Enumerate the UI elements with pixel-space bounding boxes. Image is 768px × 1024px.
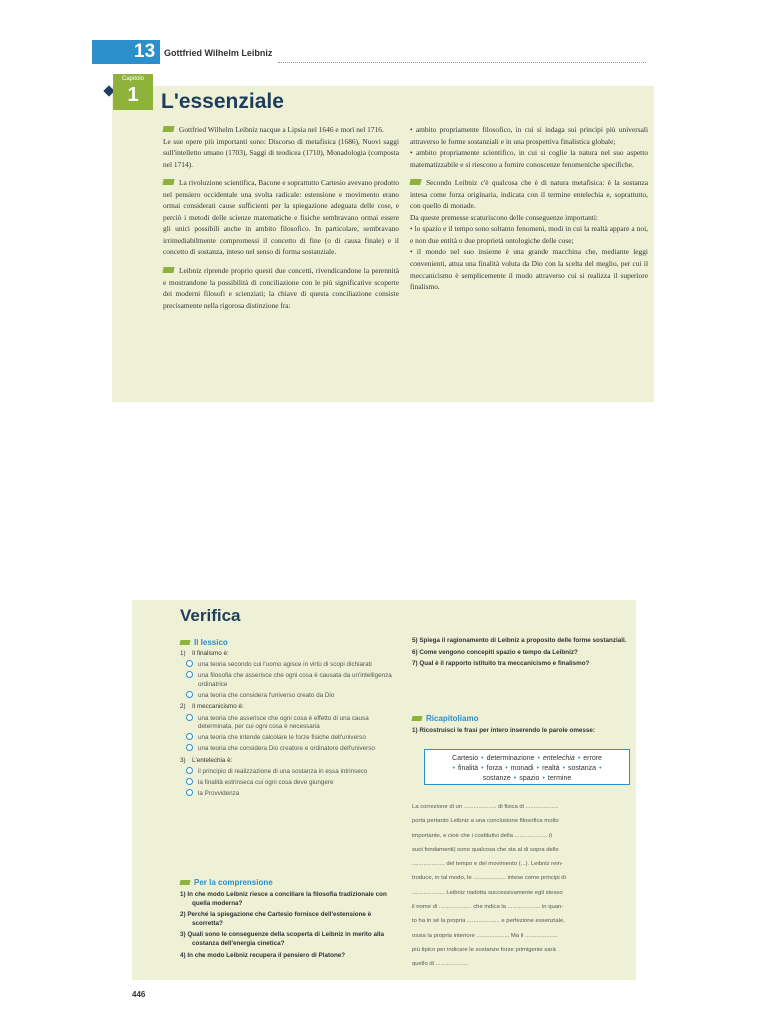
paragraph: Le sue opere più importanti sono: Discorso di metafisica (1686), Nuovi saggi sull'intelletto umano (1703), Saggi di teodicea (1710), Monadologia (composta nel 1714). [163,136,399,169]
question: 2) Il meccanicismo è: [180,703,244,711]
paragraph: Secondo Leibniz c'è qualcosa che è di natura metafisica: è la sostanza intesa come forza originaria, indicata con il termine entelechia e, soprattutto, con quello di monade. [410,178,648,211]
green-marker-icon [162,179,174,185]
question: 7) Qual è il rapporto istituito tra meccanicismo e finalismo? [412,660,590,668]
question: 1) In che modo Leibniz riesce a conciliare la filosofia tradizionale con quella moderna? [180,891,387,907]
radio-circle-icon[interactable] [186,671,193,678]
green-marker-icon [162,126,174,132]
section-heading-ricapitoliamo: Ricapitoliamo [412,714,478,723]
header-rule [278,62,646,63]
essenziale-column-right [410,124,648,293]
bullet-item: • il mondo nel suo insieme è una grande macchina che, mediante leggi convenienti, attua una finalità voluta da Dio con la scelta del meglio, per cui il meccanicismo è semplicemente il modo attraverso cui si realizza il superiore finalismo. [410,247,648,292]
question: 5) Spiega il ragionamento di Leibniz a proposito delle forme sostanziali. [412,637,627,644]
answer-option[interactable]: la finalità estrinseca cui ogni cosa deve giungere [180,778,402,788]
radio-circle-icon[interactable] [186,767,193,774]
bullet-item: • lo spazio e il tempo sono soltanto fenomeni, modi in cui la realtà appare a noi, e non due entità o due proprietà ontologiche delle cose; [410,224,648,245]
essenziale-title: L'essenziale [161,90,284,113]
radio-circle-icon[interactable] [186,714,193,721]
essenziale-column-left [163,124,399,311]
green-marker-icon [162,267,174,273]
chapter-badge [113,74,153,110]
paragraph: Gottfried Wilhelm Leibniz nacque a Lipsia nel 1646 e morì nel 1716. [163,124,399,136]
question: 3) L'entelechia è: [180,756,233,764]
answer-option[interactable]: la Provvidenza [180,789,402,799]
radio-circle-icon[interactable] [186,789,193,796]
comprensione-questions [180,891,402,963]
question: 4) In che modo Leibniz recupera il pensiero di Platone? [180,951,346,959]
question: 3) Quali sono le conseguenze della scoperta di Leibniz in merito alla costanza dell'energia cinetica? [180,931,384,947]
section-heading-comprensione: Per la comprensione [180,878,273,887]
right-questions [412,637,630,672]
verifica-title: Verifica [180,606,241,625]
green-marker-icon [411,716,422,721]
answer-option[interactable]: una teoria che considera l'universo creato da Dio [180,691,402,701]
bullet-item: • ambito propriamente scientifico, in cui si coglie la natura nel suo aspetto matematizzabile e si riescono a fornire conoscenze fenomeniche specifiche. [410,148,648,169]
paragraph: La rivoluzione scientifica, Bacone e soprattutto Cartesio avevano prodotto nel pensiero occidentale una svolta radicale: estensione e movimento erano ormai considerati cause sufficienti per la spiegazione adeguata delle cose, e perciò i metodi delle scienze matematiche e fisiche sembravano ormai essere gli unici possibili anche in ambito filosofico. In particolare, sembravano irrimediabilmente compromessi il concetto di fine (o di causa finale) e il concetto di sostanza, inteso nel senso di forma sostanziale. [163,178,399,257]
chapter-title: Gottfried Wilhelm Leibniz [164,48,273,58]
cloze-text[interactable]: La correzione di un .................... di fisica di .................... porta pertanto Leibniz a una conclusione filosofica molto importante, e cioè che i costitutivi della .................... (i suoi fondamenti) sono qualcosa che sta al di sopra dello .................... del tempo e del movimento (...). Leibniz rein- troduce, in tal modo, le .................... intese come principi di .................... Leibniz riadotta successivamente egli stesso il nome di .................... che indica la .................... in quan- to ha in sé la propria .................... e perfezione essenziale, ossia la propria interiore .................... Ma il .................... più tipico per indicare le sostanze forze primigenie sarà quello di .................... [412,804,566,968]
bullet-item: • ambito propriamente filosofico, in cui si indaga sui principi più universali attraverso le forme sostanziali e in una prospettiva finalistica globale; [410,125,648,146]
badge-label: Capitolo [121,76,144,82]
section-heading-lessico: Il lessico [180,638,228,647]
answer-option[interactable]: una filosofia che asserisce che ogni cosa è causata da un'intelligenza ordinatrice [180,671,402,689]
radio-circle-icon[interactable] [186,660,193,667]
paragraph: Leibniz riprende proprio questi due concetti, rivendicandone la perennità e mostrandone la possibilità di conciliazione con le più significative scoperte dei moderni filosofi e scienziati; la chiave di questa conciliazione consiste precisamente nella rigorosa distinzione fra: [163,266,399,310]
answer-option[interactable]: una teoria che intende calcolare le forze fisiche dell'universo [180,733,402,743]
question: 2) Perché la spiegazione che Cartesio fornisce dell'estensione è scorretta? [180,911,372,927]
word-bank [424,749,630,785]
answer-option[interactable]: una teoria che considera Dio creatore e ordinatore dell'universo [180,744,402,754]
radio-circle-icon[interactable] [186,691,193,698]
lessico-questions [180,650,402,800]
word-bank-line: • finalità • forza • monadi • realtà • sostanza • [452,765,602,772]
radio-circle-icon[interactable] [186,733,193,740]
radio-circle-icon[interactable] [186,778,193,785]
page-number: 446 [132,990,146,999]
ricapitoliamo-question: 1) Ricostruisci le frasi per intero inserendo le parole omesse: [412,727,596,734]
answer-option[interactable]: il principio di realizzazione di una sostanza in essa intrinseco [180,767,402,777]
word-bank-line: Cartesio • determinazione • entelechia • errore [452,755,602,762]
answer-option[interactable]: una teoria secondo cui l'uomo agisce in virtù di scopi dichiarati [180,660,402,670]
green-marker-icon [409,179,421,185]
question: 6) Come vengono concepiti spazio e tempo da Leibniz? [412,648,578,656]
radio-circle-icon[interactable] [186,744,193,751]
badge-number: 1 [127,84,139,106]
green-marker-icon [179,880,190,885]
question: 1) Il finalismo è: [180,650,229,657]
green-marker-icon [179,640,190,645]
answer-option[interactable]: una teoria che asserisce che ogni cosa è effetto di una causa determinata, per cui ogni cosa è necessaria [180,714,402,732]
word-bank-line: sostanze • spazio • termine [482,775,572,782]
paragraph: Da queste premesse scaturiscono delle conseguenze importanti: [410,212,598,222]
chapter-number: 13 [134,41,156,62]
